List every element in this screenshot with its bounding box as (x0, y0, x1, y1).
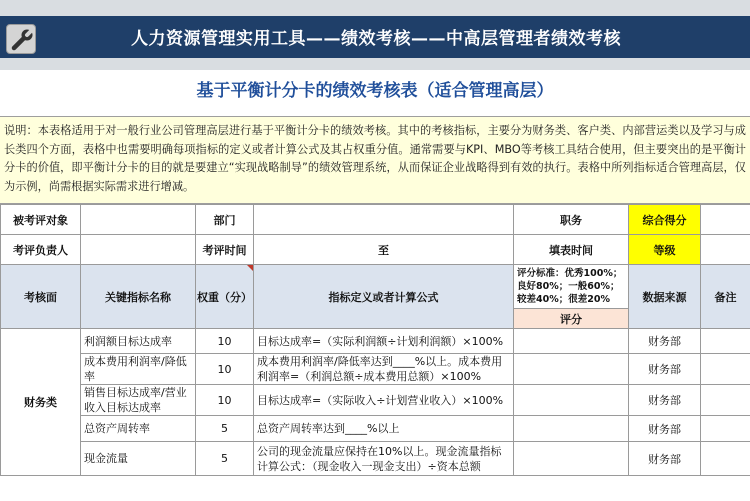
remark-header: 备注 (701, 265, 750, 329)
department-label: 部门 (196, 205, 254, 235)
source-cell: 财务部 (629, 385, 701, 416)
grade-label: 等级 (629, 235, 701, 265)
definition-header: 指标定义或者计算公式 (254, 265, 514, 329)
evaluator-label: 考评负责人 (1, 235, 81, 265)
info-row-evaluator (1, 235, 750, 265)
department-input[interactable] (254, 205, 514, 235)
definition-cell: 成本费用利润率/降低率达到____%以上。成本费用利润率=（利润总额÷成本费用总额）×100% (254, 354, 514, 385)
remark-input[interactable] (701, 385, 750, 416)
source-cell: 财务部 (629, 329, 701, 354)
instructions-note: 说明：本表格适用于对一般行业公司管理高层进行基于平衡计分卡的绩效考核。其中的考核指标，主要分为财务类、客户类、内部营运类以及学习与成长类四个方面，表格中也需要明确每项指标的定义或者计算公式及其占权重分值。通常需要与KPI、MBO等考核工具结合使用，但主要突出的是平衡计分卡的价值，即平衡计分卡的目的就是要建立“实现战略制导”的绩效管理系统，从而保证企业战略得到有效的执行。表格中所列指标适合管理高层，仅为示例，尚需根据实际需求进行增减。 (0, 116, 750, 204)
title-banner (0, 0, 750, 70)
remark-input[interactable] (701, 442, 750, 476)
evaluatee-input[interactable] (81, 205, 196, 235)
weight-cell: 5 (196, 416, 254, 442)
table-row (1, 385, 750, 416)
evaluator-input[interactable] (81, 235, 196, 265)
weight-header: 权重（分） (196, 265, 254, 329)
kpi-cell: 现金流量 (81, 442, 196, 476)
source-header: 数据来源 (629, 265, 701, 329)
total-score-input[interactable] (701, 205, 750, 235)
sheet-title: 基于平衡计分卡的绩效考核表（适合管理高层） (196, 81, 554, 101)
fill-date-label: 填表时间 (514, 235, 629, 265)
period-to-label[interactable]: 至 (254, 235, 514, 265)
kpi-header: 关键指标名称 (81, 265, 196, 329)
table-row (1, 416, 750, 442)
kpi-cell: 利润额目标达成率 (81, 329, 196, 354)
weight-cell: 10 (196, 354, 254, 385)
column-header-row (1, 265, 750, 309)
source-cell: 财务部 (629, 354, 701, 385)
aspect-cell-finance: 财务类 (1, 329, 81, 476)
source-cell: 财务部 (629, 416, 701, 442)
definition-cell: 总资产周转率达到____%以上 (254, 416, 514, 442)
definition-cell: 目标达成率=（实际收入÷计划营业收入）×100% (254, 385, 514, 416)
definition-cell: 目标达成率=（实际利润额÷计划利润额）×100% (254, 329, 514, 354)
score-header: 评分 (514, 309, 629, 329)
table-row (1, 442, 750, 476)
table-row (1, 329, 750, 354)
weight-cell: 5 (196, 442, 254, 476)
kpi-cell: 销售目标达成率/营业收入目标达成率 (81, 385, 196, 416)
score-input[interactable] (514, 354, 629, 385)
aspect-header: 考核面 (1, 265, 81, 329)
kpi-cell: 成本费用利润率/降低率 (81, 354, 196, 385)
table-row (1, 354, 750, 385)
weight-cell: 10 (196, 385, 254, 416)
evaluation-table (0, 204, 750, 476)
info-row-evaluatee (1, 205, 750, 235)
remark-input[interactable] (701, 416, 750, 442)
remark-input[interactable] (701, 329, 750, 354)
scoring-standard-note: 评分标准：优秀100%；良好80%；一般60%；较差40%；很差20% (514, 265, 629, 309)
source-cell: 财务部 (629, 442, 701, 476)
score-input[interactable] (514, 442, 629, 476)
kpi-cell: 总资产周转率 (81, 416, 196, 442)
app-title: 人力资源管理实用工具——绩效考核——中高层管理者绩效考核 (131, 29, 621, 49)
weight-cell: 10 (196, 329, 254, 354)
evaluatee-label: 被考评对象 (1, 205, 81, 235)
position-label: 职务 (514, 205, 629, 235)
wrench-icon[interactable] (6, 24, 36, 54)
total-score-label: 综合得分 (629, 205, 701, 235)
score-input[interactable] (514, 329, 629, 354)
score-input[interactable] (514, 416, 629, 442)
grade-input[interactable] (701, 235, 750, 265)
period-label: 考评时间 (196, 235, 254, 265)
score-input[interactable] (514, 385, 629, 416)
definition-cell: 公司的现金流量应保持在10%以上。现金流量指标计算公式：（现金收入一现金支出）÷资本总额 (254, 442, 514, 476)
remark-input[interactable] (701, 354, 750, 385)
